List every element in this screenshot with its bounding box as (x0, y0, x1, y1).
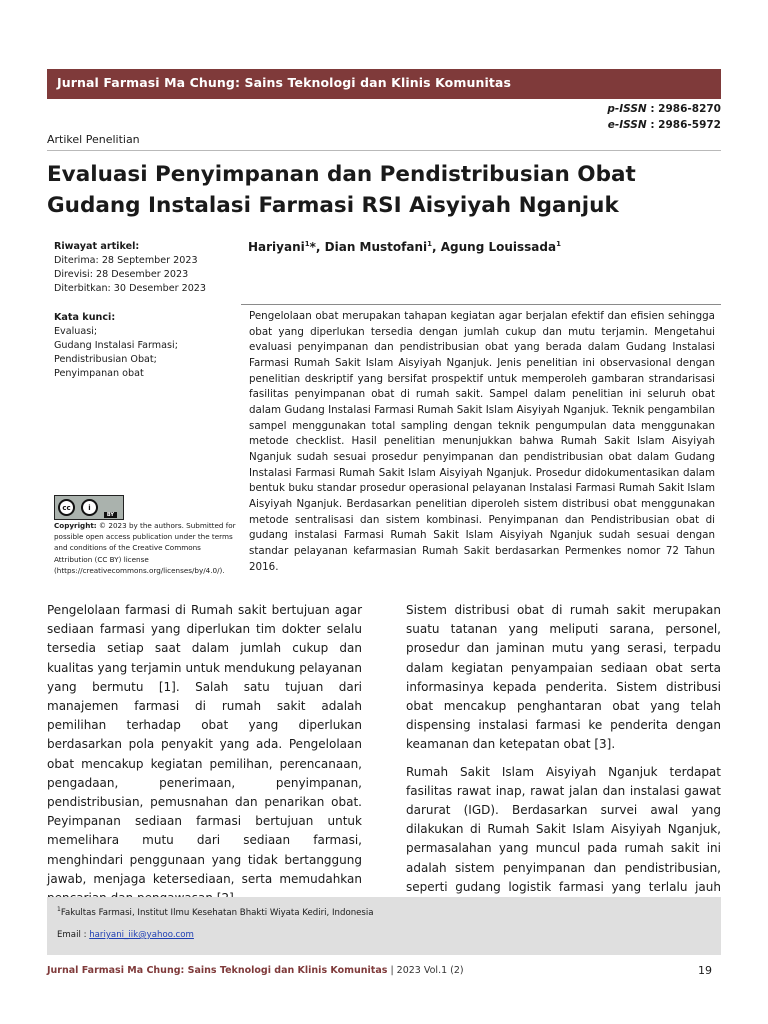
email-label: Email : (57, 929, 90, 940)
email-line (57, 929, 711, 942)
p-issn-label: p-ISSN (607, 103, 647, 115)
affiliation-text: Fakultas Farmasi, Institut Ilmu Kesehatan Bhakti Wiyata Kediri, Indonesia (60, 907, 374, 918)
e-issn-value: : 2986-5972 (646, 119, 721, 131)
cc-by-license-badge[interactable] (54, 495, 124, 520)
keywords-heading: Kata kunci: (54, 312, 116, 323)
author-list (248, 240, 561, 254)
footnote-box (47, 897, 721, 955)
page-footer (47, 965, 464, 976)
e-issn-label: e-ISSN (607, 119, 647, 131)
revised-date: Direvisi: 28 Desember 2023 (54, 269, 189, 280)
article-history (54, 240, 234, 296)
affiliation-note (57, 903, 711, 920)
article-type: Artikel Penelitian (47, 133, 140, 146)
keywords-section (54, 311, 234, 381)
author-name: , Dian Mustofani (315, 240, 428, 254)
e-issn (608, 119, 721, 131)
keyword-item: Pendistribusian Obat; (54, 354, 157, 365)
author-name: , Agung Louissada (432, 240, 557, 254)
body-paragraph: Rumah Sakit Islam Aisyiyah Nganjuk terdapat fasilitas rawat inap, rawat jalan dan instalasi gawat darurat (IGD). Berdasarkan survei awal yang dilakukan di Rumah Sakit Islam Aisyiyah Nganjuk, permasalahan yang muncul pada rumah sakit ini adalah sistem penyimpanan dan pendistribusian, seperti gudang logistik farmasi yang terlalu jauh (406, 764, 721, 894)
received-date: Diterima: 28 September 2023 (54, 255, 198, 266)
p-issn-value: : 2986-8270 (646, 103, 721, 115)
journal-header-bar (47, 69, 721, 99)
keyword-item: Evaluasi; (54, 326, 98, 337)
affiliation-mark: 1 (556, 240, 561, 248)
affiliation-sup: 1 (57, 906, 61, 913)
affiliation-mark: 1 (427, 240, 432, 248)
author-name: Hariyani (248, 240, 305, 254)
creative-commons-icon: cc (58, 499, 75, 516)
footer-issue: | 2023 Vol.1 (2) (387, 965, 464, 976)
keyword-item: Gudang Instalasi Farmasi; (54, 340, 178, 351)
body-column-right (406, 601, 721, 924)
copyright-notice (54, 520, 238, 576)
page-number: 19 (698, 964, 712, 977)
keyword-item: Penyimpanan obat (54, 368, 144, 379)
footer-journal-name: Jurnal Farmasi Ma Chung: Sains Teknologi dan Klinis Komunitas (47, 965, 388, 976)
email-link[interactable]: hariyani_iik@yahoo.com (89, 929, 194, 940)
article-title: Evaluasi Penyimpanan dan Pendistribusian Obat Gudang Instalasi Farmasi RSI Aisyiyah Nganjuk (47, 162, 636, 218)
title-divider (47, 150, 721, 151)
copyright-label: Copyright: (54, 521, 97, 530)
body-column-left (47, 601, 362, 916)
body-paragraph: Sistem distribusi obat di rumah sakit merupakan suatu tatanan yang meliputi sarana, personel, prosedur dan jaminan mutu yang serasi, terpadu dalam kegiatan penyampaian sediaan obat serta informasinya kepada penderita. Sistem distribusi obat mencakup penghantaran obat yang telah dispensing instalasi farmasi ke penderita dengan keamanan dan ketepatan obat [3]. (406, 603, 721, 752)
abstract-text: Pengelolaan obat merupakan tahapan kegiatan agar berjalan efektif dan efisien sehingga obat yang diperlukan tersedia dengan jumlah cukup dan mutu terjamin. Mengetahui evaluasi penyimpanan dan pendistribusian obat yang berada dalam Gudang Instalasi Farmasi Rumah Sakit Islam Aisyiyah Nganjuk. Jenis penelitian ini observasional dengan penelitian deskriptif yang bersifat prospektif untuk memperoleh gambaran strandarisasi fasilitas penyimpanan obat di rumah sakit. Sampel dalam penelitian ini seluruh obat dalam Gudang Instalasi Farmasi Rumah Sakit Islam Aisyiyah Nganjuk. Teknik pengambilan sampel menggunakan total sampling dengan teknik pengumpulan data menggunakan metode checklist. Hasil penelitian menunjukkan bahwa Rumah Sakit Islam Aisyiyah Nganjuk sudah sesuai prosedur penyimpanan dan pendistribusian obat dalam Gudang Instalasi Farmasi Rumah Sakit Islam Aisyiyah Nganjuk. Prosedur didokumentasikan dalam bentuk buku standar prosedur operasional pelayanan Instalasi Farmasi Rumah Sakit Islam Aisyiyah Nganjuk. Berdasarkan penelitian diperoleh sistem distribusi obat menggunakan metode sentralisasi dan sistem kombinasi. Penyimpanan dan Pendistribusian obat di gudang instalasi Farmasi Rumah Sakit Islam Aisyiyah Nganjuk sudah sesuai dengan standar pelayanan kefarmasian Rumah Sakit berdasarkan Permenkes nomor 72 Tahun 2016. (249, 310, 715, 573)
published-date: Diterbitkan: 30 Desember 2023 (54, 283, 207, 294)
history-heading: Riwayat artikel: (54, 241, 140, 252)
body-paragraph: Pengelolaan farmasi di Rumah sakit bertujuan agar sediaan farmasi yang diperlukan tim dokter selalu tersedia setiap saat dalam jumlah cukup dan kualitas yang terjamin untuk mendukung pelayanan yang bermutu [1]. Salah satu tujuan dari manajemen farmasi di rumah sakit adalah pemilihan terhadap obat yang diperlukan berdasarkan pola penyakit yang ada. Pengelolaan obat mencakup kegiatan pemilihan, perencanaan, pengadaan, penerimaan, penyimpanan, pendistribusian, pemusnahan dan penarikan obat. Peyimpanan sediaan farmasi bertujuan untuk memelihara mutu dari sediaan farmasi, menghindari penggunaan yang tidak bertanggung jawab, menjaga ketersediaan, serta memudahkan (47, 603, 362, 886)
attribution-icon: i (81, 499, 98, 516)
journal-name: Jurnal Farmasi Ma Chung: Sains Teknologi dan Klinis Komunitas (57, 75, 512, 90)
corresponding-mark: * (309, 240, 316, 254)
affiliation-mark: 1 (304, 240, 310, 248)
p-issn (607, 103, 721, 115)
by-label: BY (104, 512, 117, 518)
copyright-text: © 2023 by the authors. Submitted for possible open access publication under the terms and conditions of the Creative Commons Attribution (CC BY) license (https://creativecommons.org/licenses/by/4.0/). (54, 521, 236, 575)
abstract-divider (241, 304, 721, 305)
